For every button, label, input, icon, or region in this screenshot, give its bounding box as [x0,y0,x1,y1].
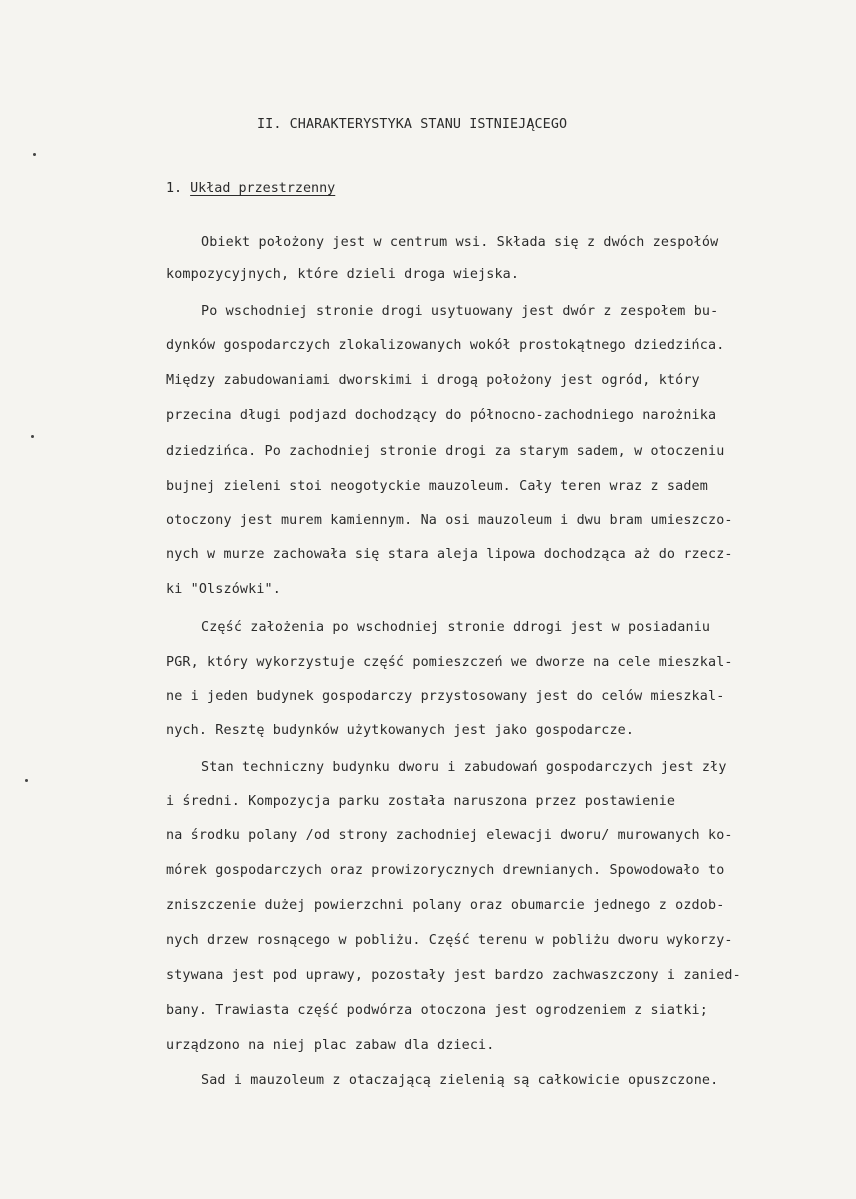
paragraph-line: bujnej zieleni stoi neogotyckie mauzoleum. Cały teren wraz z sadem [166,479,708,494]
paragraph-line: bany. Trawiasta część podwórza otoczona jest ogrodzeniem z siatki; [166,1003,708,1018]
paragraph-line: PGR, który wykorzystuje część pomieszczeń we dworze na cele mieszkal- [166,655,733,670]
paragraph-line: stywana jest pod uprawy, pozostały jest bardzo zachwaszczony i zanied- [166,968,741,983]
paragraph-line: urządzono na niej plac zabaw dla dzieci. [166,1038,495,1053]
paragraph-line: Część założenia po wschodniej stronie ddrogi jest w posiadaniu [201,620,711,635]
paragraph-line: Stan techniczny budynku dworu i zabudowań gospodarczych jest zły [201,760,727,775]
section-number: 1. [166,181,183,196]
paragraph-line: Obiekt położony jest w centrum wsi. Składa się z dwóch zespołów [201,235,719,250]
paragraph-line: kompozycyjnych, które dzieli droga wiejska. [166,267,520,282]
document-title: II. CHARAKTERYSTYKA STANU ISTNIEJĄCEGO [257,117,568,132]
paragraph-line: mórek gospodarczych oraz prowizorycznych drewnianych. Spowodowało to [166,863,725,878]
paragraph-line: zniszczenie dużej powierzchni polany oraz obumarcie jednego z ozdob- [166,898,725,913]
paragraph-line: przecina długi podjazd dochodzący do północno-zachodniego narożnika [166,408,717,423]
paragraph-line: nych w murze zachowała się stara aleja lipowa dochodząca aż do rzecz- [166,547,733,562]
paragraph-line: Między zabudowaniami dworskimi i drogą położony jest ogród, który [166,373,700,388]
paragraph-line: Po wschodniej stronie drogi usytuowany jest dwór z zespołem bu- [201,304,719,319]
paragraph-line: na środku polany /od strony zachodniej elewacji dworu/ murowanych ko- [166,828,733,843]
section-heading [166,181,335,196]
paragraph-line: ki "Olszówki". [166,582,281,597]
paragraph-line: Sad i mauzoleum z otaczającą zielenią są całkowicie opuszczone. [201,1073,719,1088]
paragraph-line: ne i jeden budynek gospodarczy przystosowany jest do celów mieszkal- [166,689,725,704]
section-heading-label: Układ przestrzenny [190,181,336,196]
paragraph-line: dziedzińca. Po zachodniej stronie drogi za starym sadem, w otoczeniu [166,444,725,459]
margin-speck [25,779,28,782]
margin-speck [33,153,36,156]
paragraph-line: otoczony jest murem kamiennym. Na osi mauzoleum i dwu bram umieszczo- [166,513,733,528]
paragraph-line: dynków gospodarczych zlokalizowanych wokół prostokątnego dziedzińca. [166,338,725,353]
paragraph-line: nych. Resztę budynków użytkowanych jest jako gospodarcze. [166,723,635,738]
margin-speck [31,435,34,438]
paragraph-line: nych drzew rosnącego w pobliżu. Część terenu w pobliżu dworu wykorzy- [166,933,733,948]
paragraph-line: i średni. Kompozycja parku została naruszona przez postawienie [166,794,676,809]
